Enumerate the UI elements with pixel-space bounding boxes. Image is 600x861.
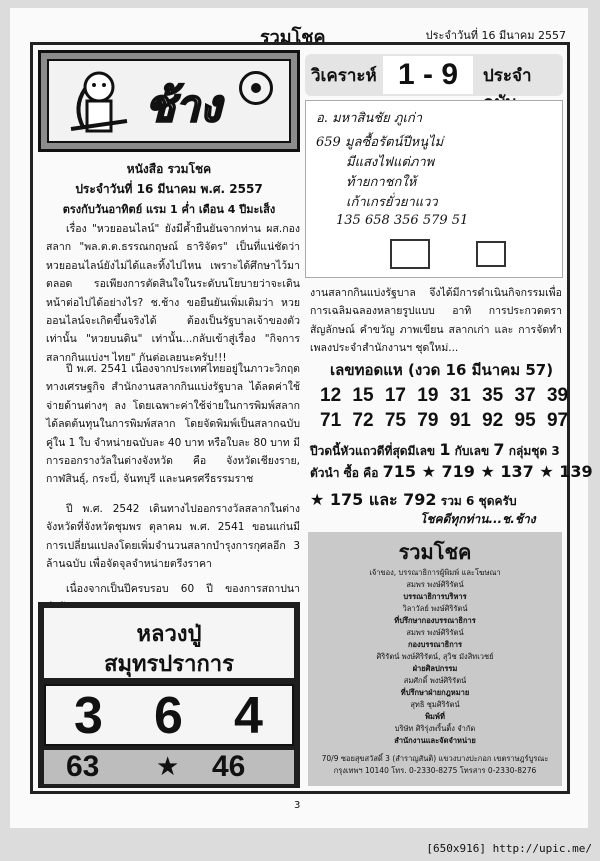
ad-number-panel: [44, 684, 294, 746]
lucky-number: 39: [546, 385, 569, 406]
credits-title: รวมโชค: [398, 540, 472, 564]
credit-line: สำนักงานและจัดจำหน่าย: [394, 736, 476, 745]
tip-line: [310, 462, 593, 483]
draw-title: เลขทอดแห (งวด 16 มีนาคม 57): [330, 361, 554, 379]
credit-line: สมพร พงษ์ศิริรัตน์: [406, 628, 464, 637]
logo-panel: [47, 59, 291, 143]
image-host-watermark: [650x916] http://upic.me/: [426, 842, 592, 855]
ad-digit: 4: [234, 687, 263, 745]
lucky-number: 91: [449, 410, 471, 431]
credit-line: สมศักดิ์ พงษ์ศิริรัตน์: [403, 676, 467, 685]
lucky-number: 12: [320, 385, 342, 406]
article-paragraph: ปี พ.ศ. 2541 เนื่องจากประเทศไทยอยู่ในภาวะวิกฤตทางเศรษฐกิจ สำนักงานสลากกินแบ่งรัฐบาล ได้ลดค่าใช้จ่ายด้านต่างๆ ลง โดยเฉพาะค่าใช้จ่ายในการพิมพ์สลาก ได้ลดต้นทุนในการพิมพ์สลาก โดยจัดพิมพ์เป็นสลากฉบับคู่ใน 1 ใบ จำหน่ายฉบับละ 40 บาท หรือใบละ 80 บาท มีการออกรางวัลในต่างจังหวัด คือ จังหวัดเชียงราย, กาฬสินธุ์, กระบี่, จันทบุรี และนครศรีธรรมราช: [46, 363, 300, 486]
lucky-number: 75: [384, 410, 406, 431]
credit-line: เจ้าของ, บรรณาธิการผู้พิมพ์ และโฆษณา: [369, 568, 501, 577]
tip-text: กลุ่มชุด 3: [508, 444, 560, 458]
lucky-number: 95: [514, 410, 536, 431]
star-icon: ★: [156, 752, 180, 782]
elephant-mascot-icon: [69, 67, 129, 137]
credit-line: สุทธิ ชุมศิริรัตน์: [410, 700, 460, 709]
ad-pair: 63: [66, 750, 100, 783]
credit-line: วิลาวัลย์ พงษ์ศิริรัตน์: [402, 604, 468, 613]
lucky-number: 35: [482, 385, 504, 406]
lucky-number: 97: [546, 410, 569, 431]
tip-digit: 7: [493, 440, 505, 459]
ad-name-panel: [44, 608, 294, 678]
monk-number-ad: [38, 602, 300, 788]
credit-line: บรรณาธิการบริหาร: [403, 592, 467, 601]
article-paragraph: เรื่อง "หวยออนไลน์" ยังมีค้ำยืนยันจากท่าน ผส.กองสลาก "พล.ต.ต.ธรรณกฤษณ์ ธาริจัตร" เป็นที่แน่ชัดว่า หวยออนไลน์ยังไม่ได้และทิ้งไปไหน เพราะได้ศึกษาไว้มาตลอด รอเพียงการตัดสินใจในระดับนโยบายว่าจะเดินหน้าต่อไปได้อย่างไร? ช.ช้าง ขอยืนยันเพิ่มเติมว่า หวยออนไลน์จะเกิดขึ้นจริงได้ ต้องเป็นรัฐบาลเจ้าของตัวเท่านั้น "หวยบนดิน" เท่านั้น...กลับเข้าสู่เรื่อง "กิจการสลากกินแบ่งฯ ไทย" กันต่อเลยนะครับ!!!: [46, 223, 300, 364]
handwriting-line: อ. มหาสินชัย ภูเก่า: [316, 111, 423, 126]
credit-line: สมพร พงษ์ศิริรัตน์: [406, 580, 464, 589]
tip-numbers: ★ 175 และ 792: [310, 490, 437, 509]
handwriting-line: 659 มูลซื้อรัตน์ปีหนูไม่: [316, 135, 444, 150]
lucky-number: 72: [352, 410, 374, 431]
article-continuation: งานสลากกินแบ่งรัฐบาล จึงได้มีการดำเนินกิจกรรมเพื่อการเฉลิมฉลองหลายรูปแบบ อาทิ การประกวดตราสัญลักษณ์ คำขวัญ ภาพเขียน สลากเก่า และ การจัดทำเพลงประจำสำนักงานฯ ชุดใหม่...: [310, 287, 562, 355]
credit-line: บริษัท ศิริรุ่งพริ้นติ้ง จำกัด: [394, 724, 476, 733]
lucky-number: 71: [320, 410, 342, 431]
credit-line: ที่ปรึกษาฝ่ายกฎหมาย: [400, 688, 470, 697]
analysis-banner: [305, 54, 563, 96]
handwriting-line: ท้ายกาชกให้: [346, 175, 417, 190]
credit-line: ฝ่ายศิลปกรรม: [412, 664, 458, 673]
logo-wordmark: ช้าง: [145, 81, 222, 132]
house-sketch-icon: [390, 239, 430, 269]
lucky-number: 15: [352, 385, 374, 406]
credit-line: ที่ปรึกษากองบรรณาธิการ: [394, 616, 476, 625]
lucky-number: 92: [482, 410, 504, 431]
book-title: หนังสือ รวมโชค: [126, 162, 212, 176]
page-number: 3: [294, 800, 301, 811]
credit-line: 70/9 ซอยสุขสวัสดิ์ 3 (สำราญสันติ) แขวงบางปะกอก เขตราษฎร์บูรณะ: [321, 754, 549, 763]
credit-line: กองบรรณาธิการ: [407, 640, 463, 649]
publication-title: รวมโชค: [260, 27, 326, 48]
number-row: [320, 385, 568, 407]
book-date: ประจำวันที่ 16 มีนาคม พ.ศ. 2557: [75, 182, 263, 196]
lucky-number: 79: [417, 410, 439, 431]
analysis-issue: ประจำ: [483, 66, 532, 86]
tip-text: รวม 6 ชุดครับ: [440, 494, 517, 508]
column-logo: [38, 50, 300, 152]
credit-line: พิมพ์ที่: [425, 712, 445, 721]
credits-box: [308, 532, 562, 786]
article-paragraph: ปี พ.ศ. 2542 เดินทางไปออกรางวัลสลากในต่างจังหวัดที่จังหวัดชุมพร ตุลาคม พ.ศ. 2541 ขอนแก่นมีการเปลี่ยนแปลงโดยเพิ่มจำนวนสลากบำรุงการกุศลอีก 3 ล้านฉบับ เพื่อจัดจุลจำหน่ายตรีงราคา: [46, 503, 300, 571]
ad-digit: 6: [154, 687, 183, 745]
tip-numbers: 715 ★ 719 ★ 137 ★ 139: [382, 462, 593, 481]
analysis-label: วิเคราะห์: [311, 66, 377, 86]
handwriting-line: มีแสงไฟแต่ภาพ: [346, 155, 435, 170]
tip-text: กับเลข: [454, 444, 490, 458]
publication-date: ประจำวันที่ 16 มีนาคม 2557: [425, 29, 566, 42]
ad-pair-panel: [44, 750, 294, 784]
house-sketch-icon: [476, 241, 506, 267]
signature: โชคดีทุกท่าน...ช.ช้าง: [420, 512, 536, 526]
lucky-number: 31: [449, 385, 471, 406]
tip-text: ปีวดนี้หัวแถวดีที่สุดมีเลข: [310, 444, 436, 458]
handwriting-line: เก้าเกรยั่วยาแวว: [346, 195, 438, 210]
credit-line: กรุงเทพฯ 10140 โทร. 0-2330-8275 โทรสาร 0-2330-8276: [333, 766, 537, 775]
credit-line: ศิริรัตน์ พงษ์ศิริรัตน์, สุวิช มังสิทเวชย์: [376, 652, 494, 661]
ad-digit: 3: [74, 687, 103, 745]
article-paragraph: เนื่องจากเป็นปีครบรอบ 60 ปี ของการสถาปนา: [66, 583, 300, 595]
lucky-number: 37: [514, 385, 536, 406]
ad-name-line2: สมุทรปราการ: [104, 652, 234, 677]
book-lunar-date: ตรงกับวันอาทิตย์ แรม 1 ค่ำ เดือน 4 ปีมะเส็ง: [62, 203, 276, 216]
handwritten-note: [305, 100, 563, 278]
analysis-number: 1 - 9: [383, 56, 473, 94]
lucky-number: 19: [417, 385, 439, 406]
tip-text: ตัวนำ ซื้อ คือ: [310, 466, 379, 480]
ad-pair: 46: [212, 750, 246, 783]
tip-digit: 1: [439, 440, 451, 459]
handwriting-line: 135 658 356 579 51: [336, 213, 469, 228]
lucky-number: 17: [384, 385, 406, 406]
sun-emblem-icon: [239, 71, 273, 105]
number-row: [320, 410, 568, 432]
tip-line: [310, 440, 560, 461]
ad-name-line1: หลวงปู่: [136, 622, 202, 647]
